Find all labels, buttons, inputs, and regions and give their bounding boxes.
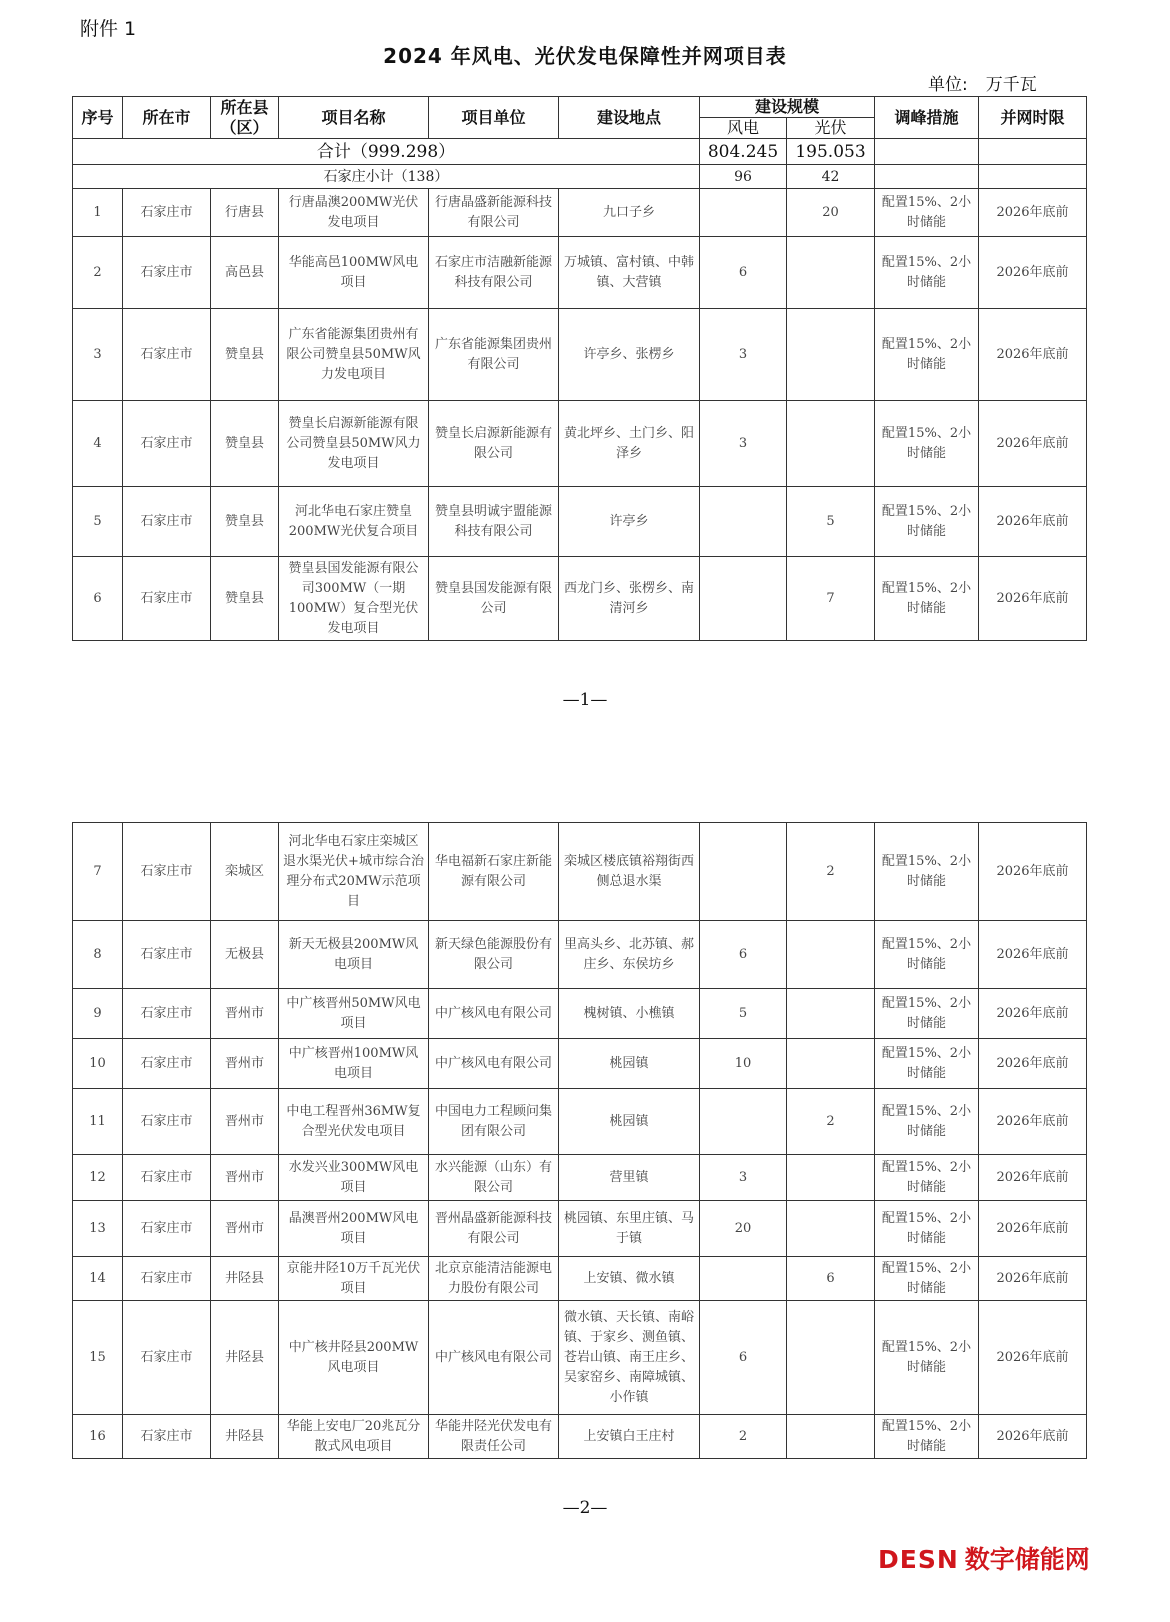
row-pv bbox=[787, 1201, 875, 1257]
table-row bbox=[73, 1155, 1087, 1201]
row-city: 石家庄市 bbox=[123, 1301, 211, 1415]
row-deadline: 2026年底前 bbox=[979, 487, 1087, 557]
row-location: 里高头乡、北苏镇、郝庄乡、东侯坊乡 bbox=[559, 921, 700, 989]
row-seq: 13 bbox=[73, 1201, 123, 1257]
row-location: 许亭乡 bbox=[559, 487, 700, 557]
row-deadline: 2026年底前 bbox=[979, 401, 1087, 487]
row-seq: 1 bbox=[73, 189, 123, 237]
unit-value: 万千瓦 bbox=[985, 75, 1037, 95]
row-city: 石家庄市 bbox=[123, 309, 211, 401]
row-unit: 赞皇长启源新能源有限公司 bbox=[429, 401, 559, 487]
row-deadline: 2026年底前 bbox=[979, 557, 1087, 641]
table-row bbox=[73, 989, 1087, 1039]
row-seq: 4 bbox=[73, 401, 123, 487]
row-seq: 8 bbox=[73, 921, 123, 989]
row-location: 微水镇、天长镇、南峪镇、于家乡、测鱼镇、苍岩山镇、南王庄乡、吴家窑乡、南障城镇、小作镇 bbox=[559, 1301, 700, 1415]
subtotal-pv: 42 bbox=[787, 165, 875, 189]
row-county: 栾城区 bbox=[211, 823, 279, 921]
row-location: 西龙门乡、张楞乡、南清河乡 bbox=[559, 557, 700, 641]
subtotal-empty bbox=[875, 165, 979, 189]
row-seq: 12 bbox=[73, 1155, 123, 1201]
row-county: 赞皇县 bbox=[211, 401, 279, 487]
row-unit: 中国电力工程顾问集团有限公司 bbox=[429, 1089, 559, 1155]
row-name: 中电工程晋州36MW复合型光伏发电项目 bbox=[279, 1089, 429, 1155]
row-wind: 6 bbox=[700, 1301, 787, 1415]
row-wind: 2 bbox=[700, 1415, 787, 1459]
row-city: 石家庄市 bbox=[123, 189, 211, 237]
row-wind: 6 bbox=[700, 921, 787, 989]
row-name: 华能上安电厂20兆瓦分散式风电项目 bbox=[279, 1415, 429, 1459]
row-pv bbox=[787, 921, 875, 989]
total-empty bbox=[979, 139, 1087, 165]
row-wind bbox=[700, 1089, 787, 1155]
row-seq: 15 bbox=[73, 1301, 123, 1415]
row-city: 石家庄市 bbox=[123, 557, 211, 641]
row-deadline: 2026年底前 bbox=[979, 823, 1087, 921]
watermark-text: 数字储能网 bbox=[964, 1545, 1090, 1574]
row-seq: 16 bbox=[73, 1415, 123, 1459]
row-county: 赞皇县 bbox=[211, 487, 279, 557]
row-wind bbox=[700, 557, 787, 641]
row-pv: 2 bbox=[787, 823, 875, 921]
row-unit: 新天绿色能源股份有限公司 bbox=[429, 921, 559, 989]
row-location: 桃园镇 bbox=[559, 1089, 700, 1155]
table-row bbox=[73, 1089, 1087, 1155]
row-location: 桃园镇、东里庄镇、马于镇 bbox=[559, 1201, 700, 1257]
table-row bbox=[73, 921, 1087, 989]
row-name: 赞皇县国发能源有限公司300MW（一期100MW）复合型光伏发电项目 bbox=[279, 557, 429, 641]
row-county: 井陉县 bbox=[211, 1301, 279, 1415]
row-pv: 7 bbox=[787, 557, 875, 641]
table-row bbox=[73, 237, 1087, 309]
table-row bbox=[73, 1301, 1087, 1415]
row-city: 石家庄市 bbox=[123, 1039, 211, 1089]
row-name: 中广核井陉县200MW风电项目 bbox=[279, 1301, 429, 1415]
row-peak: 配置15%、2小时储能 bbox=[875, 237, 979, 309]
row-location: 上安镇白王庄村 bbox=[559, 1415, 700, 1459]
row-name: 新天无极县200MW风电项目 bbox=[279, 921, 429, 989]
row-name: 河北华电石家庄栾城区退水渠光伏+城市综合治理分布式20MW示范项目 bbox=[279, 823, 429, 921]
header-deadline: 并网时限 bbox=[979, 97, 1087, 139]
row-unit: 中广核风电有限公司 bbox=[429, 989, 559, 1039]
row-deadline: 2026年底前 bbox=[979, 1155, 1087, 1201]
row-pv: 2 bbox=[787, 1089, 875, 1155]
row-wind: 5 bbox=[700, 989, 787, 1039]
row-wind bbox=[700, 823, 787, 921]
table-row bbox=[73, 1039, 1087, 1089]
row-location: 桃园镇 bbox=[559, 1039, 700, 1089]
row-unit: 赞皇县国发能源有限公司 bbox=[429, 557, 559, 641]
row-pv: 6 bbox=[787, 1257, 875, 1301]
header-wind: 风电 bbox=[700, 118, 787, 139]
header-location: 建设地点 bbox=[559, 97, 700, 139]
row-location: 许亭乡、张楞乡 bbox=[559, 309, 700, 401]
row-location: 黄北坪乡、土门乡、阳泽乡 bbox=[559, 401, 700, 487]
row-wind bbox=[700, 1257, 787, 1301]
row-pv bbox=[787, 1301, 875, 1415]
header-name: 项目名称 bbox=[279, 97, 429, 139]
row-peak: 配置15%、2小时储能 bbox=[875, 557, 979, 641]
row-pv: 20 bbox=[787, 189, 875, 237]
row-name: 中广核晋州100MW风电项目 bbox=[279, 1039, 429, 1089]
row-county: 井陉县 bbox=[211, 1257, 279, 1301]
row-county: 晋州市 bbox=[211, 1201, 279, 1257]
header-seq: 序号 bbox=[73, 97, 123, 139]
row-county: 赞皇县 bbox=[211, 557, 279, 641]
row-city: 石家庄市 bbox=[123, 237, 211, 309]
row-county: 晋州市 bbox=[211, 1155, 279, 1201]
unit-note bbox=[928, 70, 1037, 95]
row-peak: 配置15%、2小时储能 bbox=[875, 823, 979, 921]
total-pv: 195.053 bbox=[787, 139, 875, 165]
table-row bbox=[73, 309, 1087, 401]
row-city: 石家庄市 bbox=[123, 1155, 211, 1201]
row-deadline: 2026年底前 bbox=[979, 989, 1087, 1039]
row-city: 石家庄市 bbox=[123, 487, 211, 557]
row-location: 槐树镇、小樵镇 bbox=[559, 989, 700, 1039]
watermark-logo bbox=[878, 1540, 1090, 1576]
row-county: 行唐县 bbox=[211, 189, 279, 237]
row-peak: 配置15%、2小时储能 bbox=[875, 487, 979, 557]
row-deadline: 2026年底前 bbox=[979, 1257, 1087, 1301]
row-wind: 10 bbox=[700, 1039, 787, 1089]
row-seq: 9 bbox=[73, 989, 123, 1039]
row-wind: 3 bbox=[700, 401, 787, 487]
row-pv: 5 bbox=[787, 487, 875, 557]
row-name: 行唐晶澳200MW光伏发电项目 bbox=[279, 189, 429, 237]
row-city: 石家庄市 bbox=[123, 989, 211, 1039]
row-city: 石家庄市 bbox=[123, 1257, 211, 1301]
row-deadline: 2026年底前 bbox=[979, 1415, 1087, 1459]
row-county: 赞皇县 bbox=[211, 309, 279, 401]
row-name: 中广核晋州50MW风电项目 bbox=[279, 989, 429, 1039]
row-peak: 配置15%、2小时储能 bbox=[875, 1201, 979, 1257]
row-pv bbox=[787, 309, 875, 401]
row-name: 水发兴业300MW风电项目 bbox=[279, 1155, 429, 1201]
row-unit: 中广核风电有限公司 bbox=[429, 1039, 559, 1089]
row-pv bbox=[787, 1155, 875, 1201]
row-unit: 晋州晶盛新能源科技有限公司 bbox=[429, 1201, 559, 1257]
row-city: 石家庄市 bbox=[123, 1415, 211, 1459]
row-location: 栾城区楼底镇裕翔街西侧总退水渠 bbox=[559, 823, 700, 921]
row-location: 营里镇 bbox=[559, 1155, 700, 1201]
row-unit: 广东省能源集团贵州有限公司 bbox=[429, 309, 559, 401]
row-peak: 配置15%、2小时储能 bbox=[875, 1257, 979, 1301]
page-title: 2024 年风电、光伏发电保障性并网项目表 bbox=[383, 44, 787, 68]
row-deadline: 2026年底前 bbox=[979, 921, 1087, 989]
row-pv bbox=[787, 989, 875, 1039]
row-peak: 配置15%、2小时储能 bbox=[875, 189, 979, 237]
row-deadline: 2026年底前 bbox=[979, 1089, 1087, 1155]
header-county: 所在县（区） bbox=[211, 97, 279, 139]
row-unit: 北京京能清洁能源电力股份有限公司 bbox=[429, 1257, 559, 1301]
row-unit: 华能井陉光伏发电有限责任公司 bbox=[429, 1415, 559, 1459]
table-row bbox=[73, 1201, 1087, 1257]
row-wind: 6 bbox=[700, 237, 787, 309]
row-pv bbox=[787, 401, 875, 487]
table-row bbox=[73, 487, 1087, 557]
row-deadline: 2026年底前 bbox=[979, 1039, 1087, 1089]
row-peak: 配置15%、2小时储能 bbox=[875, 309, 979, 401]
row-city: 石家庄市 bbox=[123, 1201, 211, 1257]
row-wind bbox=[700, 189, 787, 237]
row-county: 晋州市 bbox=[211, 1089, 279, 1155]
header-unit: 项目单位 bbox=[429, 97, 559, 139]
row-peak: 配置15%、2小时储能 bbox=[875, 1089, 979, 1155]
row-unit: 行唐晶盛新能源科技有限公司 bbox=[429, 189, 559, 237]
page-number: —1— bbox=[562, 690, 608, 710]
table-row bbox=[73, 189, 1087, 237]
row-name: 京能井陉10万千瓦光伏项目 bbox=[279, 1257, 429, 1301]
row-pv bbox=[787, 237, 875, 309]
row-seq: 14 bbox=[73, 1257, 123, 1301]
row-name: 晶澳晋州200MW风电项目 bbox=[279, 1201, 429, 1257]
row-location: 九口子乡 bbox=[559, 189, 700, 237]
row-name: 河北华电石家庄赞皇200MW光伏复合项目 bbox=[279, 487, 429, 557]
table-row bbox=[73, 823, 1087, 921]
row-city: 石家庄市 bbox=[123, 921, 211, 989]
row-seq: 10 bbox=[73, 1039, 123, 1089]
row-deadline: 2026年底前 bbox=[979, 237, 1087, 309]
header-scale: 建设规模 bbox=[700, 97, 875, 118]
total-empty bbox=[875, 139, 979, 165]
unit-label: 单位: bbox=[928, 75, 968, 95]
row-seq: 11 bbox=[73, 1089, 123, 1155]
row-county: 高邑县 bbox=[211, 237, 279, 309]
row-county: 晋州市 bbox=[211, 1039, 279, 1089]
row-county: 井陉县 bbox=[211, 1415, 279, 1459]
row-peak: 配置15%、2小时储能 bbox=[875, 401, 979, 487]
row-location: 万城镇、富村镇、中韩镇、大营镇 bbox=[559, 237, 700, 309]
header-pv: 光伏 bbox=[787, 118, 875, 139]
project-table-page-2 bbox=[72, 822, 1087, 1459]
row-peak: 配置15%、2小时储能 bbox=[875, 921, 979, 989]
table-row bbox=[73, 1415, 1087, 1459]
total-label: 合计（999.298） bbox=[73, 139, 700, 165]
row-seq: 7 bbox=[73, 823, 123, 921]
row-seq: 5 bbox=[73, 487, 123, 557]
row-peak: 配置15%、2小时储能 bbox=[875, 1301, 979, 1415]
row-peak: 配置15%、2小时储能 bbox=[875, 1155, 979, 1201]
row-unit: 中广核风电有限公司 bbox=[429, 1301, 559, 1415]
row-unit: 水兴能源（山东）有限公司 bbox=[429, 1155, 559, 1201]
row-city: 石家庄市 bbox=[123, 823, 211, 921]
project-table-page-1 bbox=[72, 96, 1087, 641]
row-name: 华能高邑100MW风电项目 bbox=[279, 237, 429, 309]
row-seq: 2 bbox=[73, 237, 123, 309]
row-peak: 配置15%、2小时储能 bbox=[875, 1039, 979, 1089]
row-county: 无极县 bbox=[211, 921, 279, 989]
row-wind: 3 bbox=[700, 309, 787, 401]
row-seq: 6 bbox=[73, 557, 123, 641]
row-unit: 华电福新石家庄新能源有限公司 bbox=[429, 823, 559, 921]
row-wind: 20 bbox=[700, 1201, 787, 1257]
row-deadline: 2026年底前 bbox=[979, 309, 1087, 401]
watermark-brand: DESN bbox=[878, 1545, 959, 1574]
total-wind: 804.245 bbox=[700, 139, 787, 165]
row-unit: 赞皇县明诚宇盟能源科技有限公司 bbox=[429, 487, 559, 557]
row-unit: 石家庄市洁融新能源科技有限公司 bbox=[429, 237, 559, 309]
row-wind bbox=[700, 487, 787, 557]
row-pv bbox=[787, 1039, 875, 1089]
row-name: 广东省能源集团贵州有限公司赞皇县50MW风力发电项目 bbox=[279, 309, 429, 401]
row-peak: 配置15%、2小时储能 bbox=[875, 1415, 979, 1459]
page-number: —2— bbox=[562, 1498, 608, 1518]
table-row bbox=[73, 557, 1087, 641]
row-name: 赞皇长启源新能源有限公司赞皇县50MW风力发电项目 bbox=[279, 401, 429, 487]
table-row bbox=[73, 1257, 1087, 1301]
row-city: 石家庄市 bbox=[123, 401, 211, 487]
subtotal-wind: 96 bbox=[700, 165, 787, 189]
row-location: 上安镇、微水镇 bbox=[559, 1257, 700, 1301]
row-pv bbox=[787, 1415, 875, 1459]
row-city: 石家庄市 bbox=[123, 1089, 211, 1155]
row-county: 晋州市 bbox=[211, 989, 279, 1039]
row-peak: 配置15%、2小时储能 bbox=[875, 989, 979, 1039]
subtotal-empty bbox=[979, 165, 1087, 189]
attachment-label: 附件 1 bbox=[80, 18, 137, 40]
header-city: 所在市 bbox=[123, 97, 211, 139]
table-row bbox=[73, 401, 1087, 487]
row-deadline: 2026年底前 bbox=[979, 189, 1087, 237]
row-wind: 3 bbox=[700, 1155, 787, 1201]
subtotal-label: 石家庄小计（138） bbox=[73, 165, 700, 189]
header-peak: 调峰措施 bbox=[875, 97, 979, 139]
row-deadline: 2026年底前 bbox=[979, 1301, 1087, 1415]
row-seq: 3 bbox=[73, 309, 123, 401]
row-deadline: 2026年底前 bbox=[979, 1201, 1087, 1257]
